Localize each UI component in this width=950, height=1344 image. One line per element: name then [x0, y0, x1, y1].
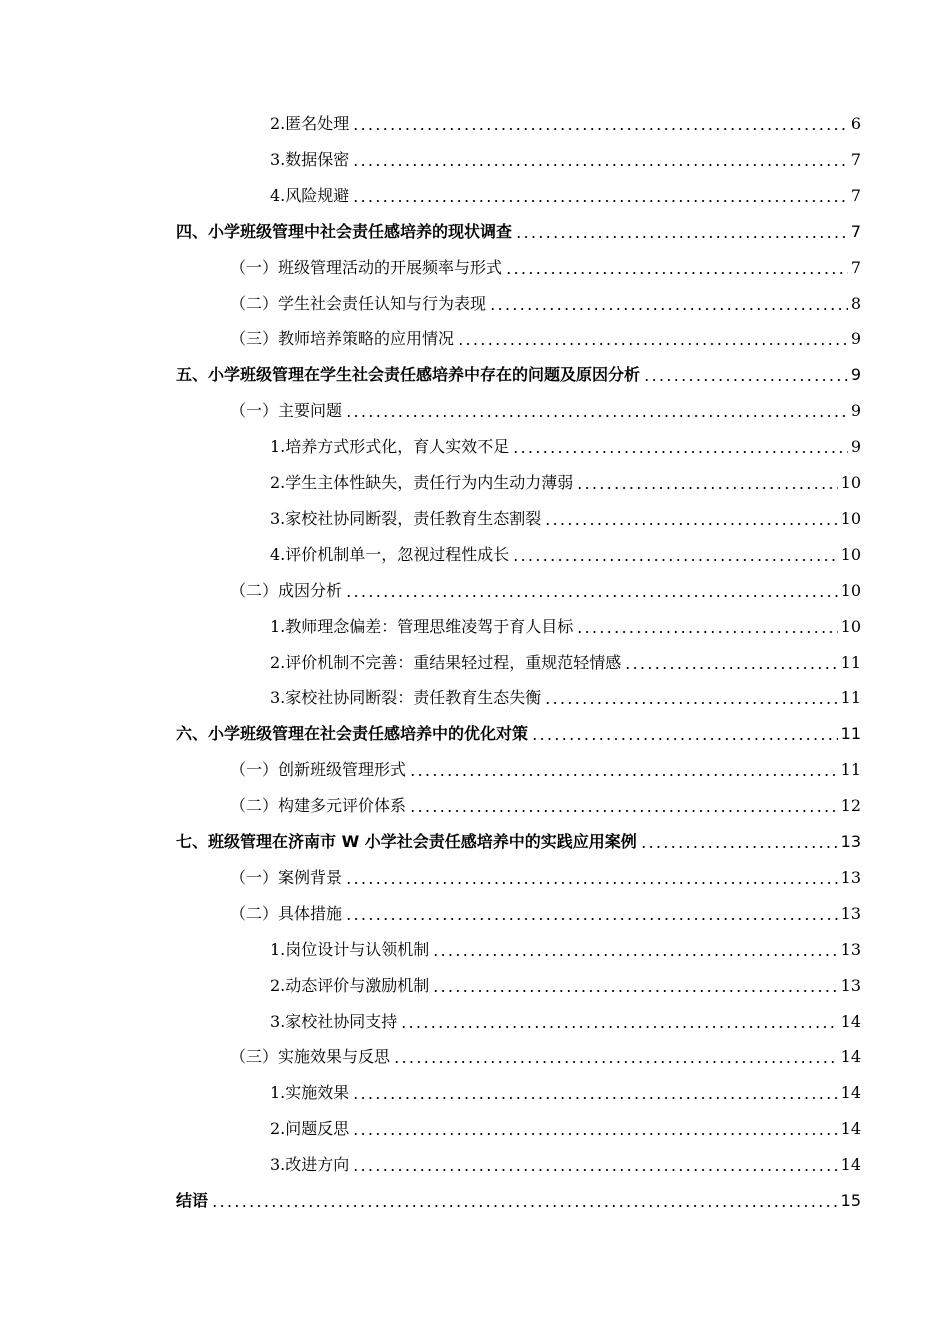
dot-leader: [352, 1097, 837, 1099]
dot-leader: [400, 1026, 837, 1028]
dot-leader: [512, 559, 837, 561]
toc-entry-level-3[interactable]: [270, 146, 861, 170]
toc-page-number: 14: [840, 1047, 861, 1067]
dot-leader: [352, 128, 848, 130]
toc-page-number: 14: [840, 1083, 861, 1103]
toc-entry-level-1[interactable]: [176, 1187, 861, 1211]
dot-leader: [489, 308, 848, 310]
toc-entry-label: 2.匿名处理: [270, 114, 350, 133]
toc-page-number: 10: [840, 544, 861, 564]
toc-page-number: 7: [850, 185, 861, 205]
toc-entry-level-3[interactable]: [270, 1079, 861, 1103]
toc-entry-level-3[interactable]: [270, 1115, 861, 1139]
toc-page-number: 14: [840, 1119, 861, 1139]
toc-entry-label: （一）案例背景: [230, 867, 343, 887]
toc-page-number: 8: [850, 293, 861, 313]
toc-entry-label: 五、小学班级管理在学生社会责任感培养中存在的问题及原因分析: [176, 365, 641, 385]
dot-leader: [352, 164, 848, 166]
dot-leader: [409, 810, 838, 812]
toc-page-number: 6: [850, 114, 861, 133]
toc-page-number: 13: [840, 832, 861, 851]
toc-page-number: 9: [850, 401, 861, 421]
toc-page-number: 7: [850, 149, 861, 169]
toc-page-number: 7: [850, 257, 861, 277]
toc-entry-level-2[interactable]: [230, 577, 861, 601]
toc-page-number: 10: [840, 508, 861, 528]
toc-entry-level-2[interactable]: [230, 900, 861, 924]
toc-entry-level-3[interactable]: [270, 505, 861, 529]
toc-page-number: 11: [840, 688, 861, 708]
dot-leader: [624, 667, 837, 669]
dot-leader: [457, 343, 848, 345]
dot-leader: [576, 487, 837, 489]
toc-page-number: 9: [850, 329, 861, 349]
toc-page-number: 14: [840, 1155, 861, 1175]
toc-entry-label: 2.评价机制不完善：重结果轻过程，重规范轻情感: [270, 652, 622, 672]
dot-leader: [393, 1061, 838, 1063]
dot-leader: [432, 990, 837, 992]
toc-page-number: 12: [840, 796, 861, 816]
toc-entry-level-3[interactable]: [270, 936, 861, 960]
dot-leader: [409, 774, 838, 776]
toc-entry-label: 六、小学班级管理在社会责任感培养中的优化对策: [176, 724, 529, 744]
toc-entry-level-1[interactable]: [176, 361, 861, 385]
toc-entry-level-3[interactable]: [270, 684, 861, 708]
toc-entry-label: 3.家校社协同支持: [270, 1011, 398, 1031]
toc-entry-label: 3.改进方向: [270, 1155, 350, 1175]
toc-entry-level-2[interactable]: [230, 290, 861, 314]
toc-entry-level-2[interactable]: [230, 325, 861, 349]
toc-entry-label: 2.学生主体性缺失，责任行为内生动力薄弱: [270, 473, 574, 492]
toc-entry-label: 1.实施效果: [270, 1083, 350, 1103]
toc-entry-label: 3.家校社协同断裂，责任教育生态割裂: [270, 508, 542, 528]
toc-entry-label: （二）构建多元评价体系: [230, 796, 407, 816]
toc-entry-level-1[interactable]: [176, 218, 861, 242]
dot-leader: [640, 846, 838, 848]
toc-entry-label: （二）成因分析: [230, 580, 343, 600]
toc-page-number: 13: [840, 903, 861, 923]
toc-entry-level-2[interactable]: [230, 254, 861, 278]
toc-entry-label: （三）教师培养策略的应用情况: [230, 329, 455, 349]
toc-entry-label: 1.教师理念偏差：管理思维凌驾于育人目标: [270, 616, 574, 636]
toc-entry-level-1[interactable]: [176, 828, 861, 852]
toc-entry-level-2[interactable]: [230, 756, 861, 780]
toc-page-number: 9: [850, 365, 861, 385]
dot-leader: [352, 200, 848, 202]
dot-leader: [211, 1205, 838, 1207]
toc-entry-level-3[interactable]: [270, 433, 861, 457]
toc-page-number: 10: [840, 616, 861, 636]
dot-leader: [352, 1133, 837, 1135]
toc-page-number: 9: [850, 437, 861, 457]
toc-entry-label: 3.家校社协同断裂：责任教育生态失衡: [270, 688, 542, 708]
toc-page-number: 11: [840, 760, 861, 780]
dot-leader: [544, 702, 837, 704]
toc-entry-level-3[interactable]: [270, 110, 861, 134]
toc-entry-level-3[interactable]: [270, 972, 861, 996]
dot-leader: [345, 918, 838, 920]
dot-leader: [345, 415, 848, 417]
toc-entry-label: 2.问题反思: [270, 1119, 350, 1139]
toc-entry-label: 结语: [176, 1191, 209, 1210]
toc-page-number: 11: [840, 724, 861, 744]
toc-entry-label: （一）创新班级管理形式: [230, 760, 407, 780]
dot-leader: [505, 272, 848, 274]
toc-entry-label: （一）班级管理活动的开展频率与形式: [230, 257, 503, 277]
toc-entry-level-3[interactable]: [270, 613, 861, 637]
toc-entry-level-3[interactable]: [270, 1151, 861, 1175]
toc-entry-level-2[interactable]: [230, 397, 861, 421]
toc-entry-label: 四、小学班级管理中社会责任感培养的现状调查: [176, 221, 513, 241]
toc-entry-label: （二）学生社会责任认知与行为表现: [230, 293, 487, 313]
toc-page-number: 13: [840, 867, 861, 887]
toc-page-number: 7: [850, 221, 861, 241]
toc-entry-level-3[interactable]: [270, 1008, 861, 1032]
dot-leader: [643, 379, 848, 381]
toc-entry-level-1[interactable]: [176, 720, 861, 744]
toc-entry-label: 3.数据保密: [270, 149, 350, 169]
toc-entry-label: （一）主要问题: [230, 401, 343, 421]
toc-entry-label: 2.动态评价与激励机制: [270, 975, 430, 995]
toc-entry-level-3[interactable]: [270, 649, 861, 673]
toc-entry-label: 1.培养方式形式化，育人实效不足: [270, 437, 510, 457]
dot-leader: [345, 595, 838, 597]
toc-entry-label: 4.风险规避: [270, 185, 350, 205]
dot-leader: [531, 738, 838, 740]
toc-entry-label: 4.评价机制单一，忽视过程性成长: [270, 544, 510, 564]
dot-leader: [512, 451, 848, 453]
toc-page-number: 11: [840, 652, 861, 672]
dot-leader: [432, 954, 837, 956]
toc-page-number: 14: [840, 1011, 861, 1031]
dot-leader: [515, 236, 848, 238]
dot-leader: [544, 523, 837, 525]
toc-page-number: 10: [840, 580, 861, 600]
toc-entry-level-2[interactable]: [230, 864, 861, 888]
dot-leader: [345, 882, 838, 884]
toc-page-number: 15: [840, 1191, 861, 1210]
toc-entry-label: 七、班级管理在济南市 W 小学社会责任感培养中的实践应用案例: [176, 832, 637, 851]
toc-entry-level-2[interactable]: [230, 792, 861, 816]
toc-entry-level-3[interactable]: [270, 469, 861, 493]
toc-entry-level-2[interactable]: [230, 1043, 861, 1067]
dot-leader: [576, 631, 837, 633]
toc-entry-level-3[interactable]: [270, 182, 861, 206]
toc-page-number: 13: [840, 975, 861, 995]
dot-leader: [352, 1169, 837, 1171]
toc-page-number: 13: [840, 939, 861, 959]
toc-entry-level-3[interactable]: [270, 541, 861, 565]
toc-entry-label: 1.岗位设计与认领机制: [270, 939, 430, 959]
toc-entry-label: （二）具体措施: [230, 903, 343, 923]
toc-page-number: 10: [840, 473, 861, 492]
toc-entry-label: （三）实施效果与反思: [230, 1047, 391, 1067]
